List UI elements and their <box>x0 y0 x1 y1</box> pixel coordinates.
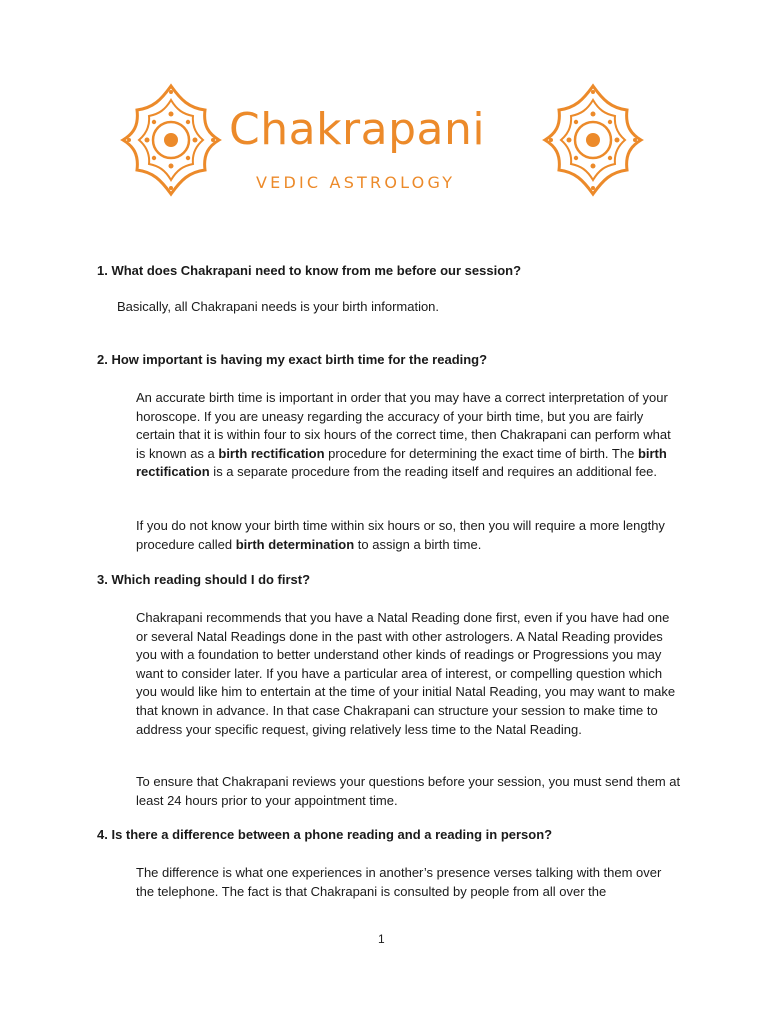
faq-answer-2-paragraph-2: If you do not know your birth time within six hours or so, then you will require a more lengthy procedure called birth determination to assign a birth time. <box>136 518 665 552</box>
mandala-ornament-icon <box>541 82 645 198</box>
bold-term: birth rectification <box>218 445 325 461</box>
logo-header <box>93 52 678 240</box>
faq-answer-4-paragraph-1: The difference is what one experiences in another’s presence verses talking with them over the telephone. The fact is that Chakrapani is consulted by people from all over the <box>136 865 662 899</box>
faq-answer-2-paragraph-1: An accurate birth time is important in order that you may have a correct interpretation of your horoscope. If you are uneasy regarding the accuracy of your birth time, but you are fairly certain that it is within four to six hours of the correct time, then Chakrapani can perform what is known as a birth rectification procedure for determining the exact time of birth. The birth rectification is a separate procedure from the reading itself and requires an additional fee. <box>136 390 671 480</box>
faq-answer-3-paragraph-2: To ensure that Chakrapani reviews your questions before your session, you must send them at least 24 hours prior to your appointment time. <box>136 774 681 808</box>
mandala-ornament-icon <box>119 82 223 198</box>
faq-question-3: 3. Which reading should I do first? <box>97 572 311 587</box>
faq-question-2: 2. How important is having my exact birth time for the reading? <box>97 352 488 367</box>
faq-question-4: 4. Is there a difference between a phone reading and a reading in person? <box>97 827 553 842</box>
bold-term: birth rectification <box>136 445 667 480</box>
bold-term: birth determination <box>235 536 355 552</box>
page-number: 1 <box>378 932 385 946</box>
faq-answer-1-paragraph-1: Basically, all Chakrapani needs is your birth information. <box>117 299 440 314</box>
faq-answer-3-paragraph-1: Chakrapani recommends that you have a Natal Reading done first, even if you have had one or several Natal Readings done in the past with other astrologers. A Natal Reading provides you with a foundation to better understand other kinds of readings or Progressions you may want to consider later. If you have a particular area of interest, or compelling question which you would like him to entertain at the time of your initial Natal Reading, you may want to make that known in advance. In that case Chakrapani can structure your session to make time to address your specific request, giving relatively less time to the Natal Reading. <box>136 610 676 737</box>
brand-subtitle: VEDIC ASTROLOGY <box>256 173 456 192</box>
brand-name: Chakrapani <box>229 104 486 155</box>
faq-question-1: 1. What does Chakrapani need to know from me before our session? <box>97 263 522 278</box>
